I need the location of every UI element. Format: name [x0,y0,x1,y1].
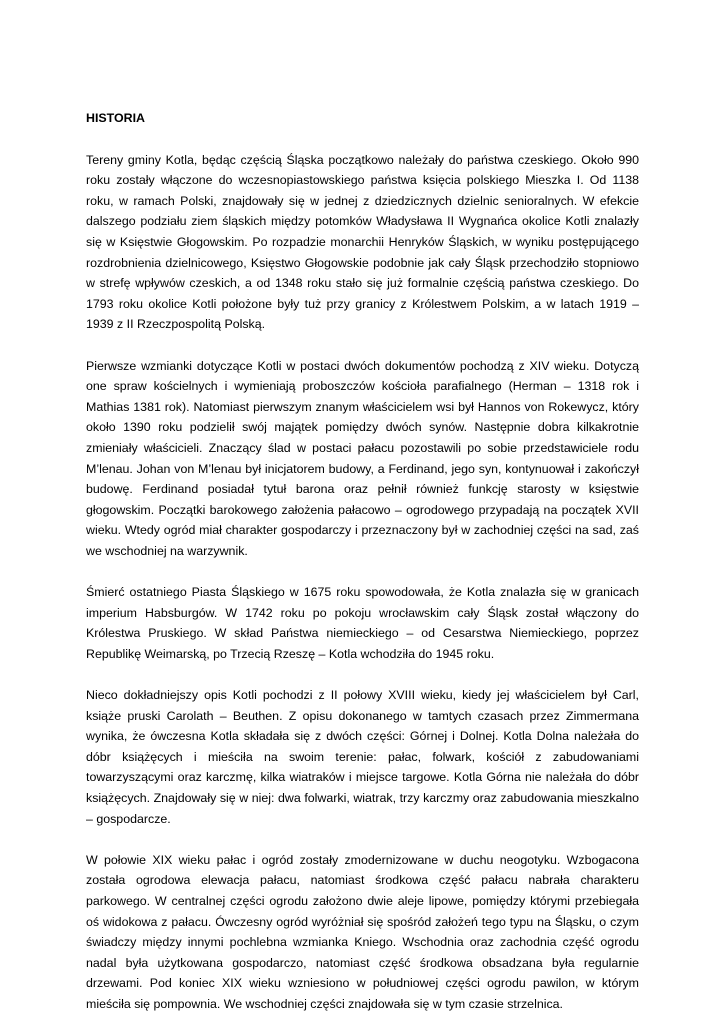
paragraph-5: W połowie XIX wieku pałac i ogród zostały zmodernizowane w duchu neogotyku. Wzbogacona została ogrodowa elewacja pałacu, natomiast środkowa część pałacu nabrała charakteru parkowego. W centralnej części ogrodu założono dwie aleje lipowe, pomiędzy którymi przebiegała oś widokowa z pałacu. Ówczesny ogród wyróżniał się spośród założeń tego typu na Śląsku, o czym świadczy między innymi pochlebna wzmianka Kniego. Wschodnia oraz zachodnia część ogrodu nadal była użytkowana gospodarczo, natomiast część środkowa obsadzana była regularnie drzewami. Pod koniec XIX wieku wzniesiono w południowej części ogrodu pawilon, w którym mieściła się pompownia. We wschodniej części znajdowała się w tym czasie strzelnica. [86,852,639,1011]
document-page [86,108,639,1035]
paragraph-2: Pierwsze wzmianki dotyczące Kotli w postaci dwóch dokumentów pochodzą z XIV wieku. Dotyczą one spraw kościelnych i wymieniają proboszczów kościoła parafialnego (Herman – 1318 rok i Mathias 1381 rok). Natomiast pierwszym znanym właścicielem wsi był Hannos von Rokewycz, który około 1390 roku podzielił swój majątek pomiędzy dwóch synów. Następnie dobra kilkakrotnie zmieniały właścicieli. Znaczący ślad w postaci pałacu pozostawili po sobie przedstawiciele rodu M’lenau. Johan von M’lenau był inicjatorem budowy, a Ferdinand, jego syn, kontynuował i zakończył budowę. Ferdinand posiadał tytuł barona oraz pełnił również funkcję starosty w księstwie głogowskim. Początki barokowego założenia pałacowo – ogrodowego przypadają na początek XVII wieku. Wtedy ogród miał charakter gospodarczy i przeznaczony był w zachodniej części na sad, zaś we wschodniej na warzywnik. [86,358,639,558]
paragraph-4: Nieco dokładniejszy opis Kotli pochodzi z II połowy XVIII wieku, kiedy jej właścicielem był Carl, książe pruski Carolath – Beuthen. Z opisu dokonanego w tamtych czasach przez Zimmermana wynika, że ówczesna Kotla składała się z dwóch części: Górnej i Dolnej. Kotla Dolna należała do dóbr książęcych i mieściła na swoim terenie: pałac, folwark, kościół z zabudowaniami towarzyszącymi oraz karczmę, kilka wiatraków i miejsce targowe. Kotla Górna nie należała do dóbr książęcych. Znajdowały się w niej: dwa folwarki, wiatrak, trzy karczmy oraz zabudowania mieszkalno – gospodarcze. [86,688,639,826]
paragraph-3: Śmierć ostatniego Piasta Śląskiego w 1675 roku spowodowała, że Kotla znalazła się w granicach imperium Habsburgów. W 1742 roku po pokoju wrocławskim cały Śląsk został włączony do Królestwa Pruskiego. W skład Państwa niemieckiego – od Cesarstwa Niemieckiego, poprzez Republikę Weimarską, po Trzecią Rzeszę – Kotla wchodziła do 1945 roku. [86,585,639,661]
paragraph-1: Tereny gminy Kotla, będąc częścią Śląska początkowo należały do państwa czeskiego. Około 990 roku zostały włączone do wczesnopiastowskiego państwa księcia polskiego Mieszka I. Od 1138 roku, w ramach Polski, znajdowały się w jednej z dziedzicznych dzielnic senioralnych. W efekcie dalszego podziału ziem śląskich między potomków Władysława II Wygnańca okolice Kotli znalazły się w Księstwie Głogowskim. Po rozpadzie monarchii Henryków Śląskich, w wyniku postępującego rozdrobnienia dzielnicowego, Księstwo Głogowskie podobnie jak cały Śląsk przechodziło stopniowo w strefę wpływów czeskich, a od 1348 roku stało się już formalnie częścią państwa czeskiego. Do 1793 roku okolice Kotli położone były tuż przy granicy z Królestwem Polskim, a w latach 1919 – 1939 z II Rzeczpospolitą Polską. [86,152,639,332]
section-heading: HISTORIA [86,111,145,125]
